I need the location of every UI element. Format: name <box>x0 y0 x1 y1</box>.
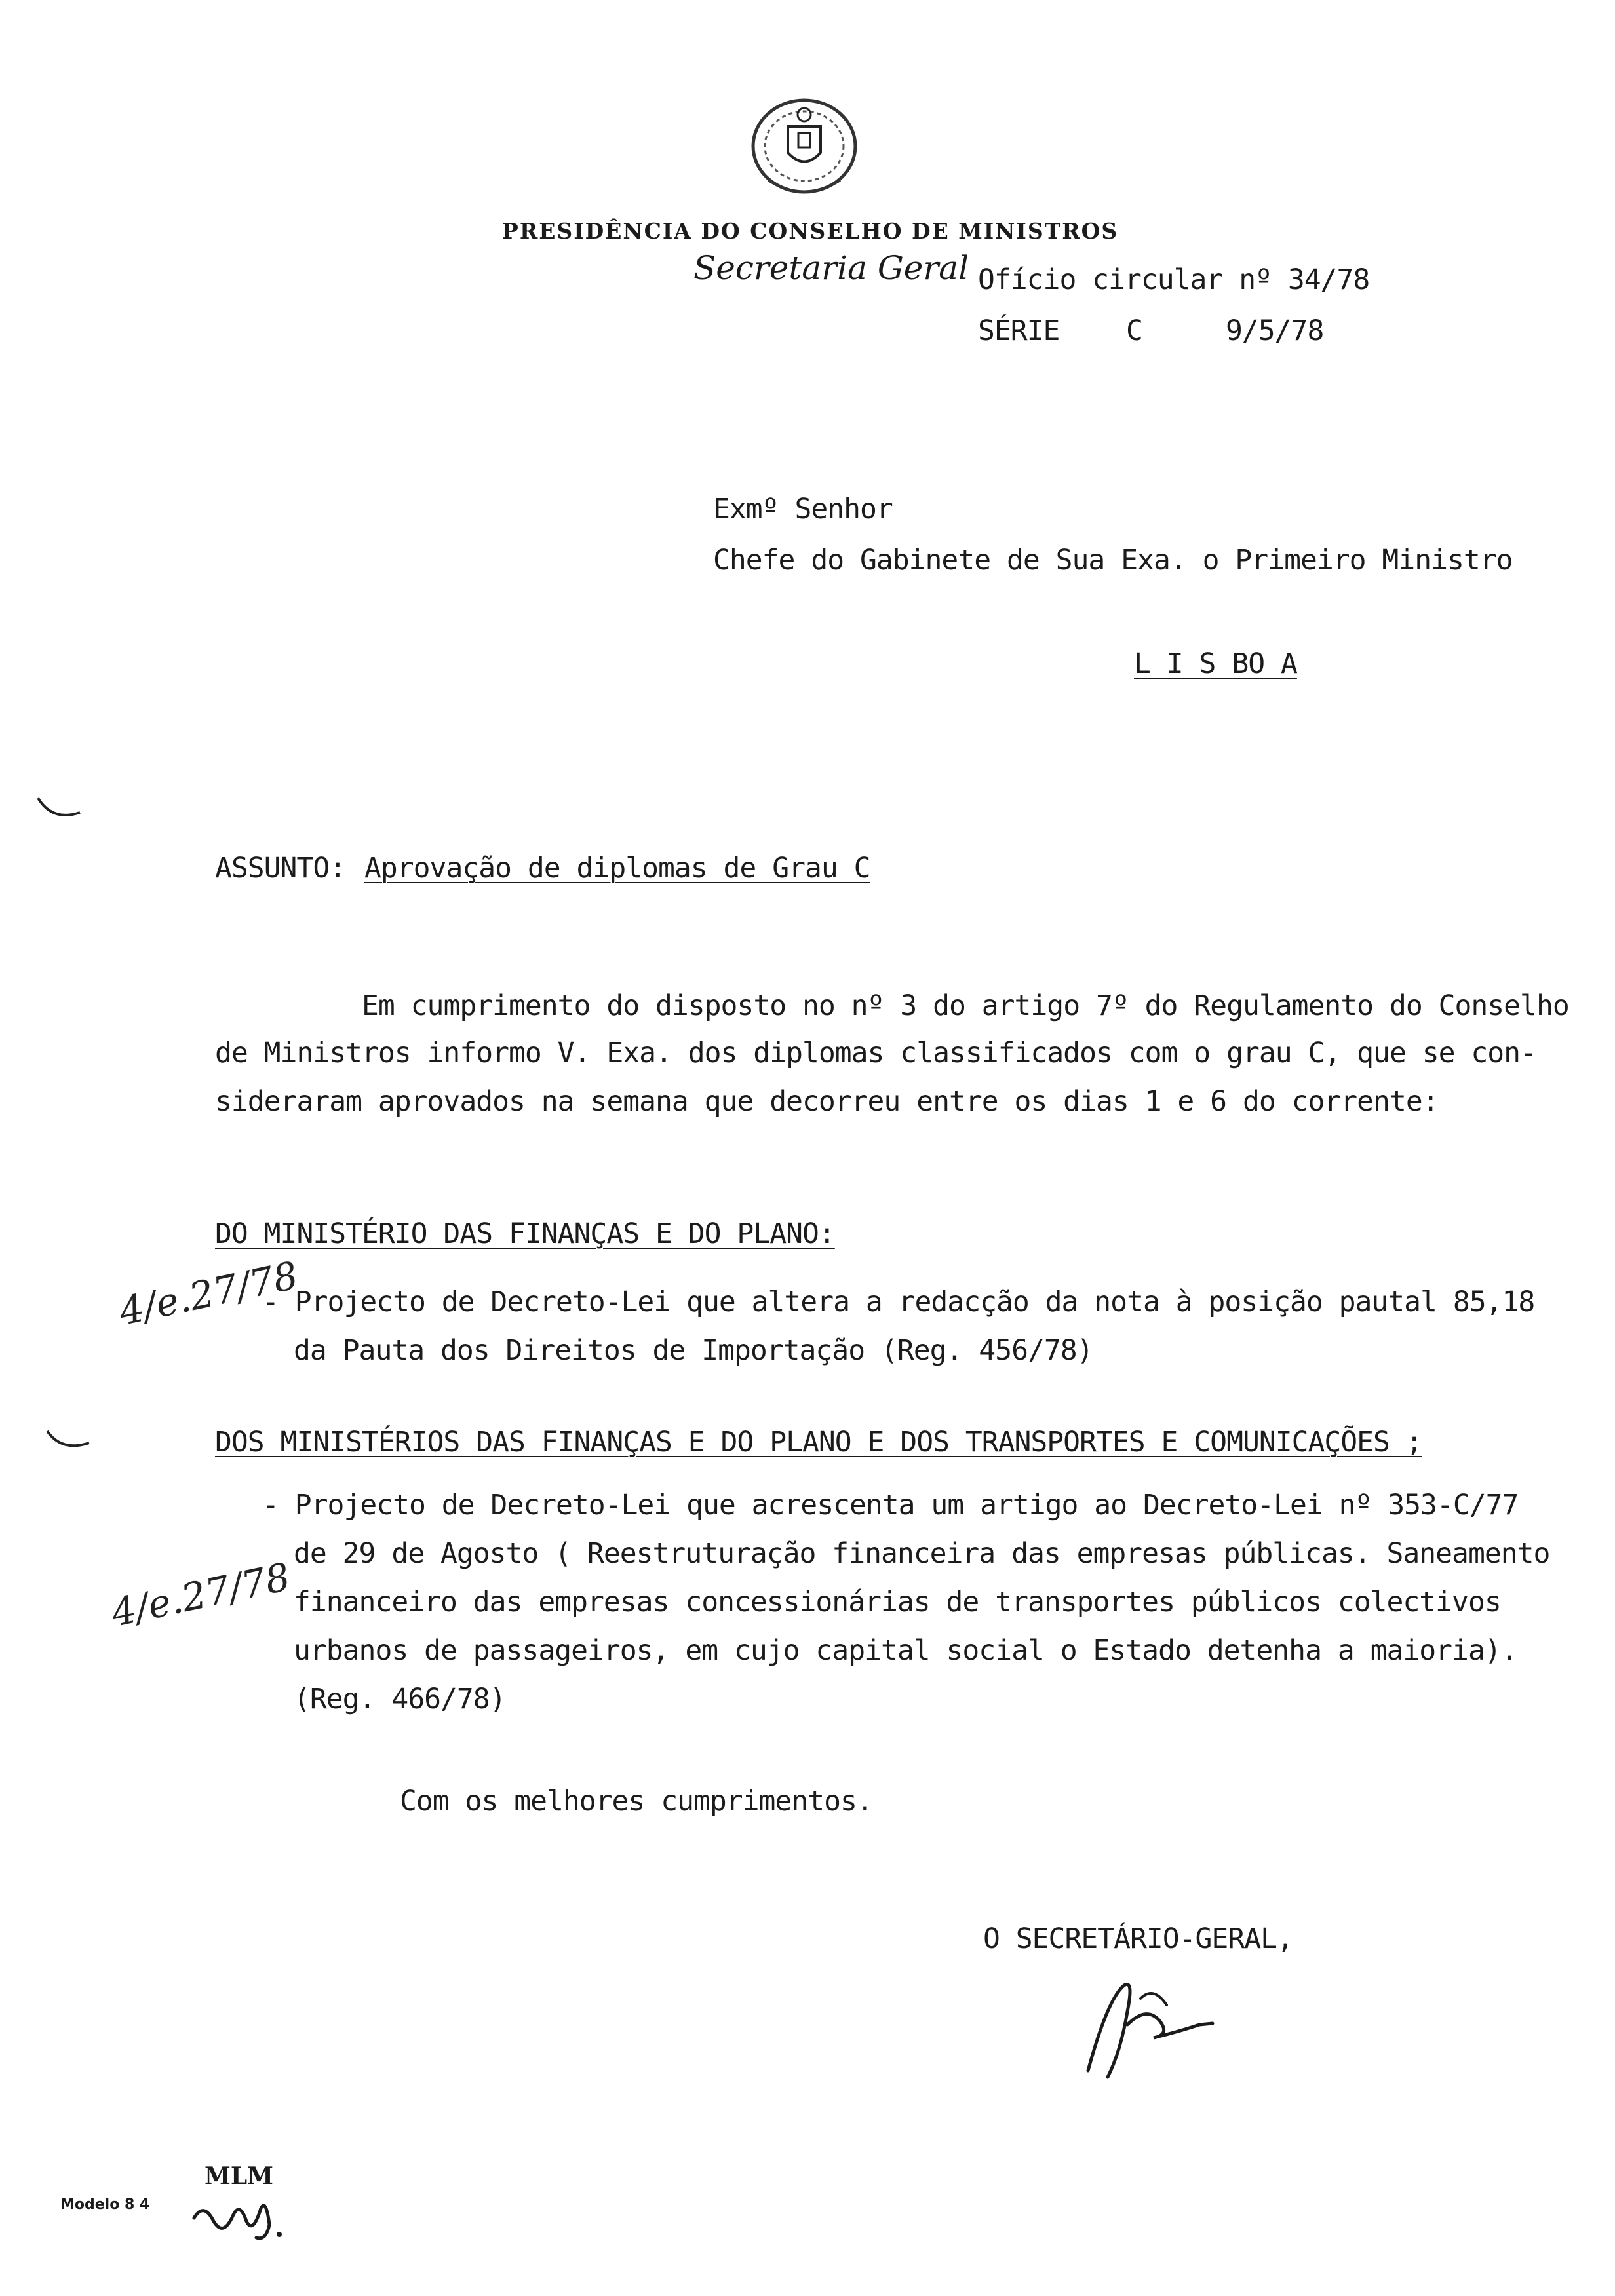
recipient-name: Chefe do Gabinete de Sua Exa. o Primeiro Ministro <box>713 544 1513 577</box>
signature-scrawl-icon <box>1062 1959 1232 2090</box>
section-2-line-5: (Reg. 466/78) <box>294 1683 506 1715</box>
series-value: C <box>1126 315 1142 347</box>
subject-label: ASSUNTO: <box>215 852 346 885</box>
section-1-line-2: da Pauta dos Direitos de Importação (Reg. 456/78) <box>294 1334 1093 1367</box>
subject-text: Aprovação de diplomas de Grau C <box>364 852 870 885</box>
institution-name: PRESIDÊNCIA DO CONSELHO DE MINISTROS <box>502 218 1119 244</box>
coat-of-arms-seal-icon <box>742 88 866 206</box>
body-line-3: sideraram aprovados na semana que decorreu entre os dias 1 e 6 do corrente: <box>215 1085 1439 1118</box>
salutation: Exmº Senhor <box>713 493 893 526</box>
scan-artifact-left-top <box>33 793 85 826</box>
department-name: Secretaria Geral <box>693 249 969 287</box>
section-1-line-1: - Projecto de Decreto-Lei que altera a redacção da nota à posição pautal 85,18 <box>262 1286 1535 1318</box>
circular-reference: Ofício circular nº 34/78 <box>978 263 1370 296</box>
section-2-annotation: 4/e.27/78 <box>107 1554 294 1636</box>
section-1-heading: DO MINISTÉRIO DAS FINANÇAS E DO PLANO: <box>215 1217 835 1250</box>
footer-initials: MLM <box>204 2162 274 2190</box>
body-line-2: de Ministros informo V. Exa. dos diplomas classificados com o grau C, que se con- <box>215 1037 1536 1069</box>
section-2-line-1: - Projecto de Decreto-Lei que acrescenta um artigo ao Decreto-Lei nº 353-C/77 <box>262 1489 1519 1521</box>
section-2-line-2: de 29 de Agosto ( Reestruturação financeira das empresas públicas. Saneamento <box>294 1537 1550 1570</box>
signatory-title: O SECRETÁRIO-GERAL, <box>983 1923 1293 1955</box>
section-2-line-3: financeiro das empresas concessionárias de transportes públicos colectivos <box>294 1586 1501 1618</box>
section-1-annotation: 4/e.27/78 <box>115 1253 302 1334</box>
recipient-city: L I S BO A <box>1134 647 1297 680</box>
form-model-label: Modelo 8 4 <box>60 2196 150 2213</box>
initials-scrawl-icon <box>187 2189 292 2248</box>
scan-artifact-left-bottom <box>42 1426 94 1459</box>
section-2-line-4: urbanos de passageiros, em cujo capital social o Estado detenha a maioria). <box>294 1634 1517 1667</box>
body-line-1: Em cumprimento do disposto no nº 3 do artigo 7º do Regulamento do Conselho <box>362 989 1569 1022</box>
series-label: SÉRIE <box>978 315 1060 347</box>
section-2-heading: DOS MINISTÉRIOS DAS FINANÇAS E DO PLANO E DOS TRANSPORTES E COMUNICAÇÕES ; <box>215 1426 1422 1459</box>
closing-line: Com os melhores cumprimentos. <box>400 1785 873 1818</box>
document-date: 9/5/78 <box>1226 315 1324 347</box>
